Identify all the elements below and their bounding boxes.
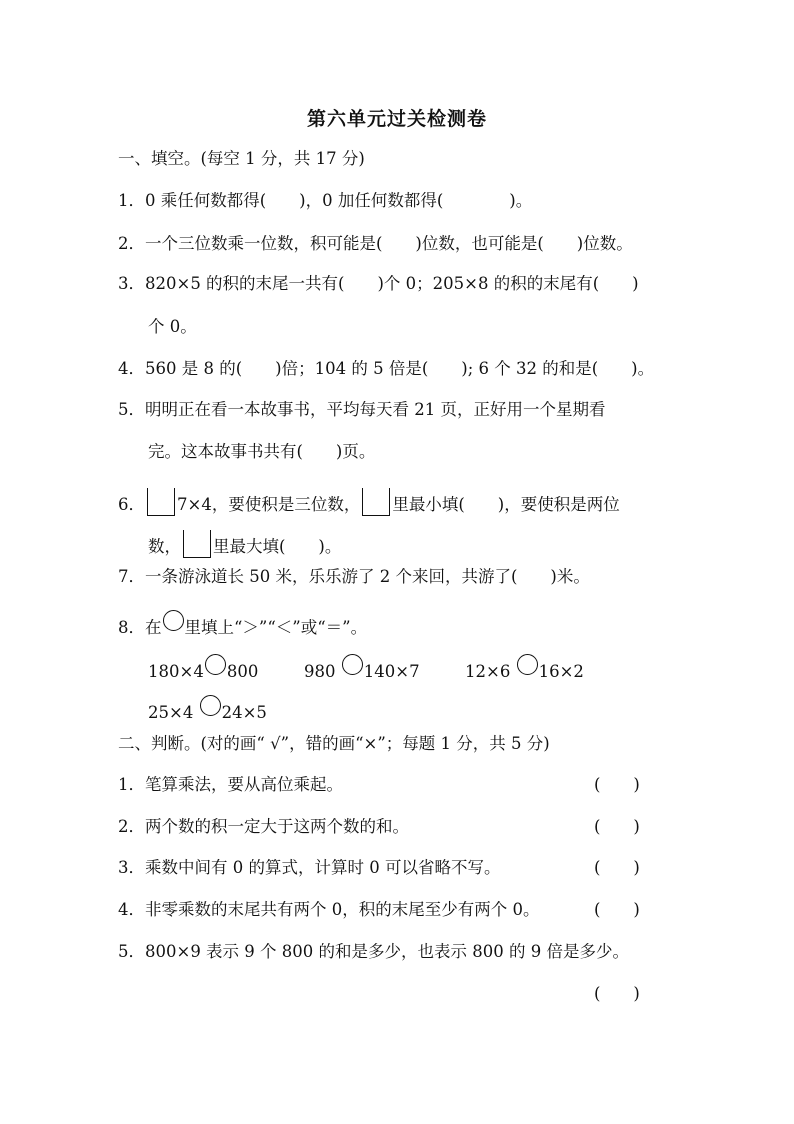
question-1-3-line1: 3．820×5 的积的末尾一共有( )个 0；205×8 的积的末尾有( ) bbox=[118, 274, 639, 293]
compare-left: 980 bbox=[304, 662, 336, 681]
question-1-6-part4: 里最大填( )。 bbox=[213, 537, 342, 556]
compare-left: 180×4 bbox=[148, 662, 204, 681]
question-1-3-line2: 个 0。 bbox=[148, 317, 197, 336]
question-1-6-number: 6． bbox=[118, 495, 145, 514]
judge-item-5: 5．800×9 表示 9 个 800 的和是多少，也表示 800 的 9 倍是多少。 bbox=[118, 942, 630, 961]
blank-circle-icon bbox=[205, 654, 226, 675]
blank-box-icon bbox=[362, 488, 390, 516]
question-1-6-part2: 里最小填( )，要使积是两位 bbox=[392, 495, 620, 514]
judge-item-1: 1．笔算乘法，要从高位乘起。 bbox=[118, 775, 343, 794]
compare-left: 12×6 bbox=[465, 662, 511, 681]
question-1-6-line1 bbox=[118, 488, 620, 516]
blank-circle-icon bbox=[200, 695, 221, 716]
question-1-8-number: 8．在 bbox=[118, 618, 162, 637]
compare-item bbox=[148, 654, 258, 683]
answer-paren: ( ) bbox=[594, 900, 640, 919]
compare-right: 24×5 bbox=[221, 703, 267, 722]
question-1-5-line1: 5．明明正在看一本故事书，平均每天看 21 页，正好用一个星期看 bbox=[118, 400, 606, 419]
question-1-8 bbox=[118, 610, 367, 639]
blank-box-icon bbox=[183, 530, 211, 558]
section-2-heading: 二、判断。(对的画“ √”，错的画“×”；每题 1 分，共 5 分) bbox=[118, 734, 550, 753]
blank-circle-icon bbox=[517, 654, 538, 675]
blank-circle-icon bbox=[163, 610, 184, 631]
question-1-5-line2: 完。这本故事书共有( )页。 bbox=[148, 442, 376, 461]
question-1-7: 7．一条游泳道长 50 米，乐乐游了 2 个来回，共游了( )米。 bbox=[118, 567, 590, 586]
question-1-2: 2．一个三位数乘一位数，积可能是( )位数，也可能是( )位数。 bbox=[118, 234, 633, 253]
question-1-1: 1．0 乘任何数都得( )，0 加任何数都得( )。 bbox=[118, 191, 533, 210]
judge-item-2: 2．两个数的积一定大于这两个数的和。 bbox=[118, 817, 409, 836]
section-1-heading: 一、填空。(每空 1 分，共 17 分) bbox=[118, 149, 365, 168]
compare-item bbox=[465, 654, 584, 683]
answer-paren: ( ) bbox=[594, 984, 640, 1003]
answer-paren: ( ) bbox=[594, 817, 640, 836]
judge-item-3: 3．乘数中间有 0 的算式，计算时 0 可以省略不写。 bbox=[118, 858, 501, 877]
question-1-6-line2 bbox=[148, 530, 341, 558]
compare-right: 16×2 bbox=[538, 662, 584, 681]
question-1-4: 4．560 是 8 的( )倍；104 的 5 倍是( ); 6 个 32 的和是( )。 bbox=[118, 359, 655, 378]
compare-right: 140×7 bbox=[363, 662, 420, 681]
page-title: 第六单元过关检测卷 bbox=[306, 108, 487, 130]
answer-paren: ( ) bbox=[594, 775, 640, 794]
answer-paren: ( ) bbox=[594, 858, 640, 877]
compare-item bbox=[304, 654, 420, 683]
judge-item-4: 4．非零乘数的末尾共有两个 0，积的末尾至少有两个 0。 bbox=[118, 900, 540, 919]
question-1-6-part3: 数， bbox=[148, 537, 181, 556]
compare-right: 800 bbox=[226, 662, 259, 681]
compare-item bbox=[148, 695, 267, 724]
compare-left: 25×4 bbox=[148, 703, 194, 722]
blank-box-icon bbox=[147, 488, 175, 516]
question-1-8-text: 里填上“＞”“＜”或“＝”。 bbox=[184, 618, 368, 637]
blank-circle-icon bbox=[342, 654, 363, 675]
question-1-6-part1: 7×4，要使积是三位数， bbox=[177, 495, 361, 514]
